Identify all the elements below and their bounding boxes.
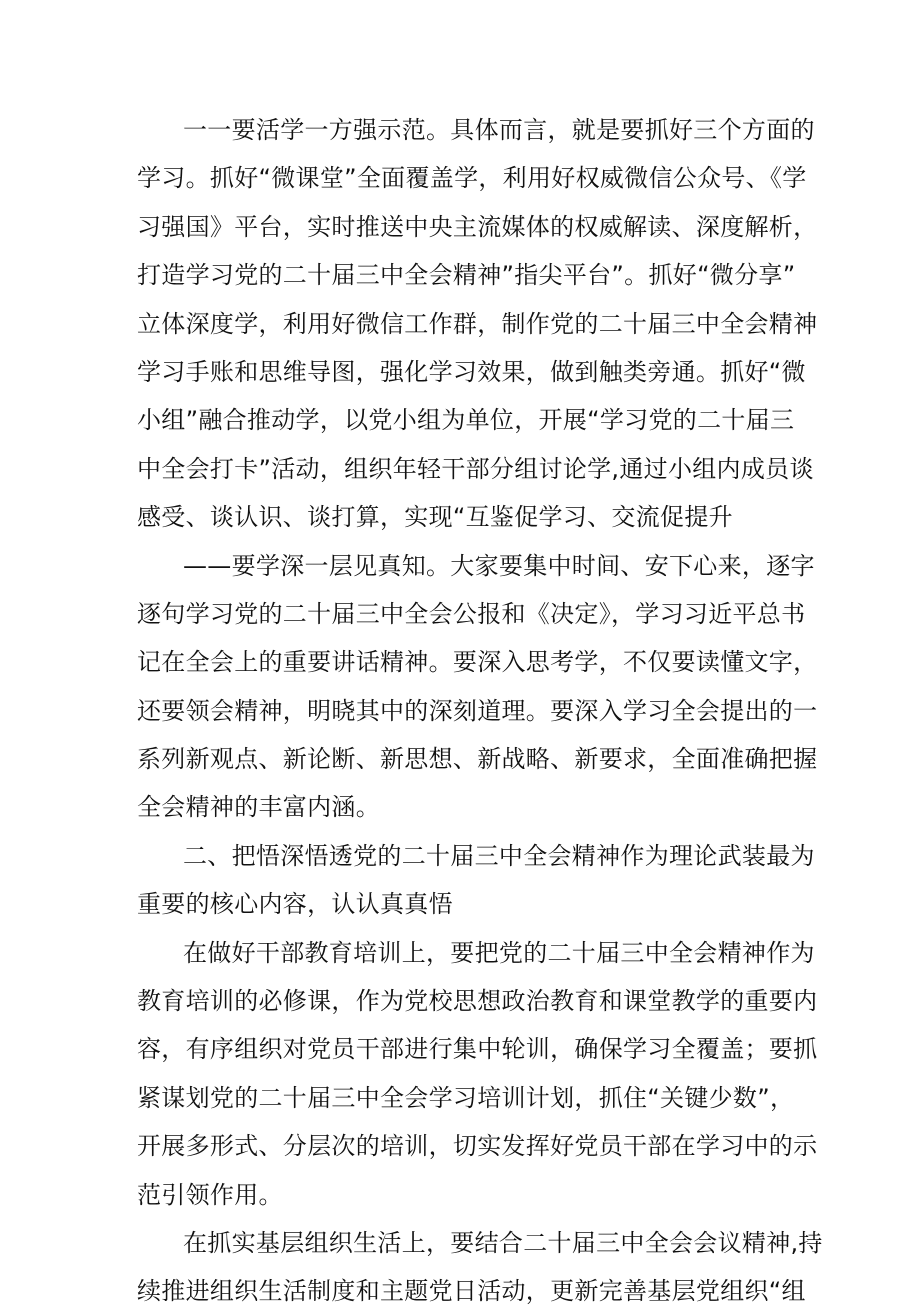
section-heading-line: 重要的核心内容，认认真真悟 bbox=[137, 890, 453, 919]
text-line: 习强国》平台，实时推送中央主流媒体的权威解读、深度解析， bbox=[137, 212, 818, 241]
text-line: 感受、谈认识、谈打算，实现“互鉴促学习、交流促提升 bbox=[137, 503, 733, 532]
text-line: 范引领作用。 bbox=[137, 1180, 283, 1209]
text-line: 逐句学习党的二十届三中全会公报和《决定》，学习习近平总书 bbox=[137, 599, 806, 628]
text-line: 学习手账和思维导图，强化学习效果，做到触类旁通。抓好“微 bbox=[137, 357, 806, 386]
text-line: 开展多形式、分层次的培训，切实发挥好党员干部在学习中的示 bbox=[137, 1132, 818, 1161]
text-line: 一一要活学一方强示范。具体而言，就是要抓好三个方面的 bbox=[183, 116, 815, 144]
text-line: 容，有序组织对党员干部进行集中轮训，确保学习全覆盖；要抓 bbox=[137, 1035, 818, 1064]
text-line: 续推进组织生活制度和主题党日活动，更新完善基层党组织“组 bbox=[137, 1277, 806, 1306]
text-line: 记在全会上的重要讲话精神。要深入思考学，不仅要读懂文字， bbox=[137, 648, 818, 677]
section-heading-line: 二、把悟深悟透党的二十届三中全会精神作为理论武装最为 bbox=[183, 841, 815, 870]
text-line: 小组”融合推动学，以党小组为单位，开展“学习党的二十届三 bbox=[137, 406, 795, 435]
text-line: 学习。抓好“微课堂”全面覆盖学，利用好权威微信公众号、《学 bbox=[137, 164, 807, 193]
text-line: 打造学习党的二十届三中全会精神”指尖平台”。抓好“微分享” bbox=[137, 261, 796, 290]
text-line: 在抓实基层组织生活上，要结合二十届三中全会会议精神,持 bbox=[183, 1228, 823, 1257]
text-line: 中全会打卡”活动，组织年轻干部分组讨论学,通过小组内成员谈 bbox=[137, 454, 814, 483]
text-line: 立体深度学，利用好微信工作群，制作党的二十届三中全会精神 bbox=[137, 309, 818, 338]
document-body bbox=[137, 106, 823, 1316]
text-line: 紧谋划党的二十届三中全会学习培训计划，抓住“关键少数”， bbox=[137, 1083, 795, 1112]
text-line: 系列新观点、新论断、新思想、新战略、新要求，全面准确把握 bbox=[137, 745, 818, 774]
text-line: ——要学深一层见真知。大家要集中时间、安下心来，逐字 bbox=[183, 551, 815, 580]
text-line: 还要领会精神，明晓其中的深刻道理。要深入学习全会提出的一 bbox=[137, 696, 818, 725]
text-line: 全会精神的丰富内涵。 bbox=[137, 793, 380, 822]
text-line: 在做好干部教育培训上，要把党的二十届三中全会精神作为 bbox=[183, 938, 815, 967]
text-line: 教育培训的必修课，作为党校思想政治教育和课堂教学的重要内 bbox=[137, 987, 818, 1016]
